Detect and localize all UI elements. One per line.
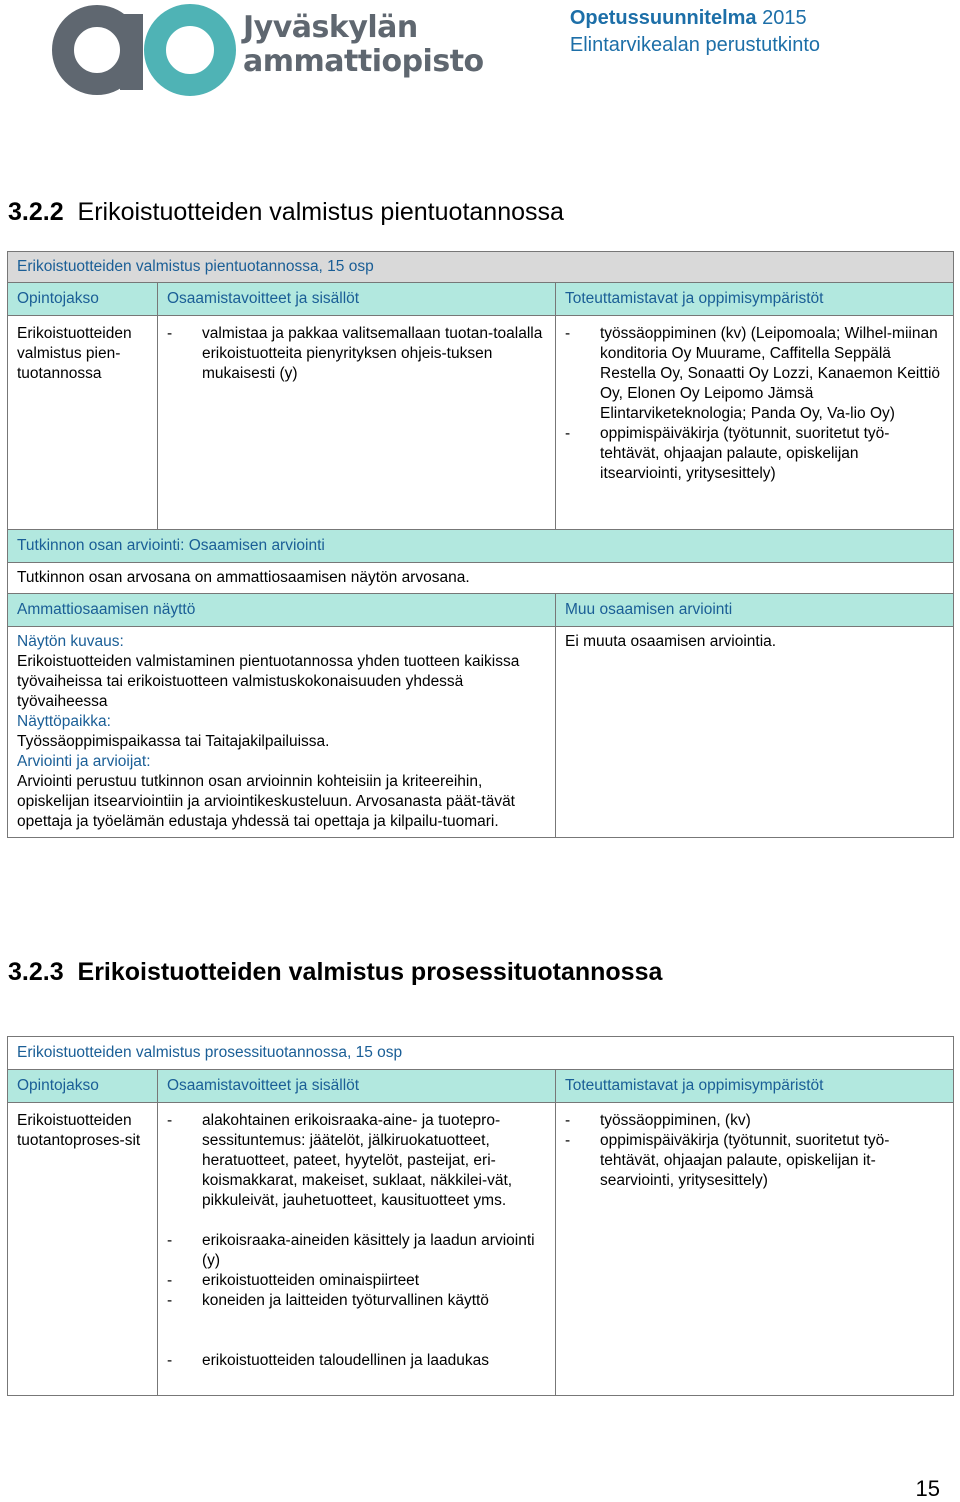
course-cell: Erikoistuotteiden valmistus pien-tuotannossa	[8, 316, 158, 530]
logo-ao-mark	[50, 0, 240, 100]
demo-desc-label: Näytön kuvaus:	[17, 633, 124, 650]
list-item: - erikoistuotteiden taloudellinen ja laadukas	[167, 1351, 546, 1371]
methods-cell	[556, 1103, 954, 1396]
list-item: - oppimispäiväkirja (työtunnit, suoritetut työ-tehtävät, ohjaajan palaute, opiskelijan itsearviointi, yritysesittely)	[565, 424, 944, 484]
table-title: Erikoistuotteiden valmistus prosessituotannossa, 15 osp	[8, 1037, 954, 1070]
logo	[50, 0, 484, 100]
page-number: 15	[915, 1476, 940, 1501]
list-item: - oppimispäiväkirja (työtunnit, suoritetut työ-tehtävät, ohjaajan palaute, opiskelijan it-searviointi, yritysesittely)	[565, 1131, 944, 1191]
list-item: - erikoisraaka-aineiden käsittely ja laadun arviointi (y)	[167, 1231, 546, 1271]
list-item: - työssäoppiminen, (kv)	[565, 1111, 944, 1131]
other-header: Muu osaamisen arviointi	[556, 594, 954, 627]
list-item: - koneiden ja laitteiden työturvallinen käyttö	[167, 1291, 546, 1311]
demo-eval-label: Arviointi ja arvioijat:	[17, 753, 151, 770]
other-cell: Ei muuta osaamisen arviointia.	[556, 627, 954, 838]
section-number: 3.2.3	[8, 958, 64, 986]
section-title: Erikoistuotteiden valmistus pientuotannossa	[77, 198, 564, 226]
section-title: Erikoistuotteiden valmistus prosessituotannossa	[77, 958, 663, 986]
course-cell: Erikoistuotteiden tuotantoproses-sit	[8, 1103, 158, 1396]
col-header: Osaamistavoitteet ja sisällöt	[158, 1070, 556, 1103]
subtitle: Elintarvikealan perustutkinto	[569, 34, 820, 56]
methods-cell	[556, 316, 954, 530]
demo-place-label: Näyttöpaikka:	[17, 713, 111, 730]
section-heading-2	[8, 958, 662, 987]
list-item: - alakohtainen erikoisraaka-aine- ja tuotepro-sessituntemus: jäätelöt, jälkiruokatuotteet, heratuotteet, pateet, hyytelöt, pasteijat, eri-koismakkarat, makeiset, suklaat, näkkilei-vät, pikkuleivät, jauhetuotteet, kausituotteet yms.	[167, 1111, 546, 1211]
logo-line1: Jyväskylän	[243, 10, 418, 45]
assessment-text: Tutkinnon osan arvosana on ammattiosaamisen näytön arvosana.	[8, 563, 954, 594]
logo-line2: ammattiopisto	[243, 44, 484, 79]
unit-table-2	[7, 1036, 954, 1396]
demo-header: Ammattiosaamisen näyttö	[8, 594, 556, 627]
document-title	[570, 5, 820, 59]
table-title: Erikoistuotteiden valmistus pientuotannossa, 15 osp	[8, 252, 954, 283]
demo-eval: Arviointi perustuu tutkinnon osan arvioinnin kohteisiin ja kriteereihin, opiskelijan itsearviointiin ja arviointikeskusteluun. Arvosanasta päät-tävät opettaja ja työelämän edustaja yhdessä tai opettaja ja kilpailu-tuomari.	[17, 773, 515, 830]
demo-cell	[8, 627, 556, 838]
page-header	[0, 0, 960, 110]
section-number: 3.2.2	[8, 198, 64, 226]
col-header: Toteuttamistavat ja oppimisympäristöt	[556, 283, 954, 316]
demo-place: Työssäoppimispaikassa tai Taitajakilpailuissa.	[17, 733, 330, 750]
title-bold: Opetussuunnitelma	[569, 7, 757, 29]
unit-table-1	[7, 251, 954, 838]
assessment-title: Tutkinnon osan arviointi: Osaamisen arviointi	[8, 530, 954, 563]
col-header: Opintojakso	[8, 1070, 158, 1103]
list-item: - valmistaa ja pakkaa valitsemallaan tuotan-toalalla erikoistuotteita pienyrityksen ohjeis-tuksen mukaisesti (y)	[167, 324, 546, 384]
list-item: - erikoistuotteiden ominaispiirteet	[167, 1271, 546, 1291]
goals-cell	[158, 1103, 556, 1396]
col-header: Toteuttamistavat ja oppimisympäristöt	[556, 1070, 954, 1103]
title-year: 2015	[756, 7, 807, 29]
section-heading-1	[8, 198, 564, 227]
goals-cell	[158, 316, 556, 530]
list-item: - työssäoppiminen (kv) (Leipomoala; Wilhel-miinan konditoria Oy Muurame, Caffitella Seppälä Restella Oy, Sonaatti Oy Lozzi, Kanaemon Keittiö Oy, Elonen Oy Leipomo Jämsä Elintarviketeknologia; Panda Oy, Va-lio Oy)	[565, 324, 944, 424]
col-header: Osaamistavoitteet ja sisällöt	[158, 283, 556, 316]
demo-desc: Erikoistuotteiden valmistaminen pientuotannossa yhden tuotteen kaikissa työvaiheissa tai erikoistuotteen valmistuskokonaisuuden yhdessä työvaiheessa	[17, 653, 520, 710]
col-header: Opintojakso	[8, 283, 158, 316]
